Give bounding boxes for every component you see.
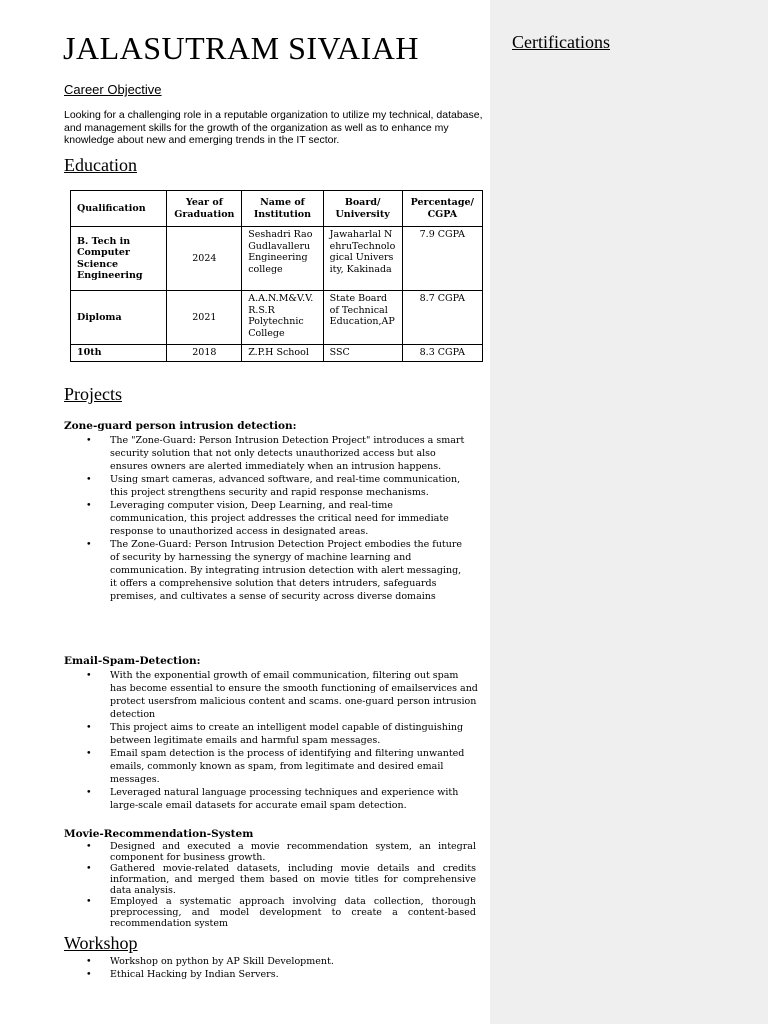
table-cell: Z.P.H School [242, 345, 323, 362]
project-title: Zone-guard person intrusion detection: [64, 420, 297, 432]
bullet-icon: • [86, 722, 92, 733]
table-row [71, 345, 483, 362]
bullet-text: With the exponential growth of email communication, filtering out spam has become essential to ensure the smooth functioning of emailservices and protect usersfrom malicious content and scams. one-guard person intrusion detection [110, 670, 478, 720]
bullet-text: The Zone-Guard: Person Intrusion Detection Project embodies the future of security by harnessing the synergy of machine learning and communication. By integrating intrusion detection with alert messaging, it offers a comprehensive solution that deters intruders, safeguards premises, and cultivates a sense of security across diverse domains [110, 539, 463, 602]
candidate-name: JALASUTRAM SIVAIAH [63, 30, 419, 66]
project-title: Email-Spam-Detection: [64, 655, 201, 667]
bullet-text: Gathered movie-related datasets, including movie details and credits information, and merged them based on movie titles for comprehensive data analysis. [110, 863, 476, 896]
list-item [86, 896, 476, 929]
education-table [70, 190, 483, 362]
table-cell: Diploma [71, 291, 167, 345]
certifications-heading: Certifications [512, 32, 610, 52]
table-cell: 8.3 CGPA [402, 345, 482, 362]
project-bullet-list [86, 841, 476, 929]
column-header: Qualification [71, 191, 167, 227]
list-item [86, 786, 478, 812]
list-item [86, 721, 478, 747]
bullet-text: Workshop on python by AP Skill Development. [110, 956, 334, 967]
project-bullet-list [86, 669, 478, 812]
table-cell: 10th [71, 345, 167, 362]
bullet-text: Employed a systematic approach involving data collection, thorough preprocessing, and model development to create a content-based recommendation system [110, 896, 476, 929]
table-cell: 7.9 CGPA [402, 227, 482, 291]
bullet-text: The "Zone-Guard: Person Intrusion Detection Project" introduces a smart security solution that not only detects unauthorized access but also ensures owners are alerted immediately when an intrusion happens. [110, 435, 465, 472]
table-cell: A.A.N.M&V.V. R.S.R Polytechnic College [242, 291, 323, 345]
column-header: Year of Graduation [167, 191, 242, 227]
table-cell: 8.7 CGPA [402, 291, 482, 345]
bullet-text: Ethical Hacking by Indian Servers. [110, 969, 279, 980]
list-item [86, 669, 478, 721]
list-item [86, 499, 465, 538]
list-item [86, 863, 476, 896]
bullet-icon: • [86, 670, 92, 681]
bullet-icon: • [86, 956, 92, 967]
bullet-icon: • [86, 474, 92, 485]
table-cell: SSC [323, 345, 402, 362]
list-item [86, 841, 476, 863]
bullet-text: This project aims to create an intelligent model capable of distinguishing between legitimate emails and harmful spam messages. [110, 722, 464, 746]
bullet-icon: • [86, 969, 92, 980]
column-header: Percentage/ CGPA [402, 191, 482, 227]
education-heading: Education [64, 155, 137, 175]
table-cell: 2018 [167, 345, 242, 362]
table-cell: 2024 [167, 227, 242, 291]
projects-heading: Projects [64, 384, 122, 404]
bullet-text: Designed and executed a movie recommendation system, an integral component for business growth. [110, 841, 476, 863]
workshop-bullet-list [86, 955, 470, 981]
bullet-icon: • [86, 539, 92, 550]
bullet-icon: • [86, 787, 92, 798]
column-header: Name of Institution [242, 191, 323, 227]
list-item [86, 538, 465, 603]
project-title: Movie-Recommendation-System [64, 828, 254, 840]
resume-sidebar [490, 0, 768, 1024]
bullet-icon: • [86, 896, 92, 907]
table-cell: 2021 [167, 291, 242, 345]
bullet-icon: • [86, 500, 92, 511]
table-cell: Jawaharlal NehruTechnological University, Kakinada [323, 227, 402, 291]
list-item [86, 434, 465, 473]
bullet-icon: • [86, 841, 92, 852]
workshop-heading: Workshop [64, 933, 138, 953]
bullet-icon: • [86, 435, 92, 446]
career-objective-text: Looking for a challenging role in a reputable organization to utilize my technical, database, and management skills for the growth of the organization as well as to enhance my knowledge about new and emerging trends in the IT sector. [64, 109, 483, 146]
table-cell: Seshadri Rao Gudlavalleru Engineering college [242, 227, 323, 291]
project-bullet-list [86, 434, 465, 603]
list-item [86, 473, 465, 499]
career-objective-heading: Career Objective [64, 82, 162, 97]
bullet-icon: • [86, 748, 92, 759]
bullet-text: Leveraging computer vision, Deep Learning, and real-time communication, this project addresses the critical need for immediate response to unauthorized access in designated areas. [110, 500, 449, 537]
list-item [86, 955, 470, 968]
bullet-text: Using smart cameras, advanced software, and real-time communication, this project strengthens security and rapid response mechanisms. [110, 474, 461, 498]
table-header-row [71, 191, 483, 227]
table-cell: State Board of Technical Education,AP [323, 291, 402, 345]
bullet-icon: • [86, 863, 92, 874]
bullet-text: Leveraged natural language processing techniques and experience with large-scale email datasets for accurate email spam detection. [110, 787, 459, 811]
bullet-text: Email spam detection is the process of identifying and filtering unwanted emails, commonly known as spam, from legitimate and desired email messages. [110, 748, 465, 785]
list-item [86, 747, 478, 786]
table-cell: B. Tech in Computer Science Engineering [71, 227, 167, 291]
list-item [86, 968, 470, 981]
table-row [71, 227, 483, 291]
column-header: Board/ University [323, 191, 402, 227]
table-row [71, 291, 483, 345]
